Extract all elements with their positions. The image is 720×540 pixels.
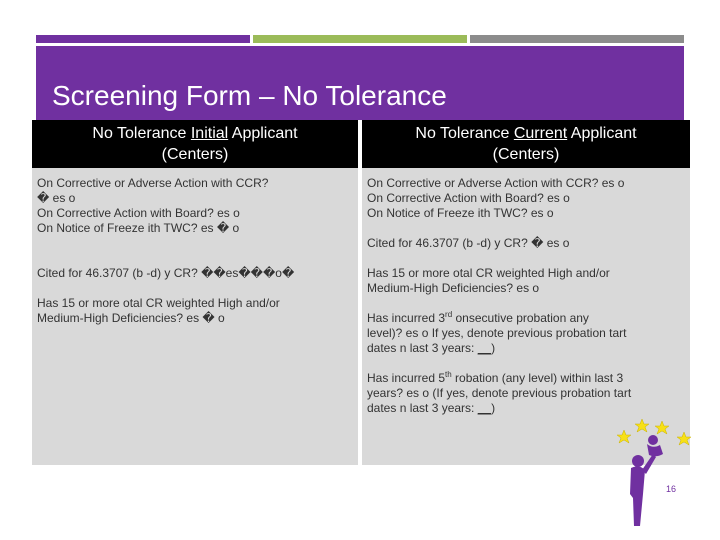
adult-head — [632, 455, 644, 467]
question-line: On Notice of Freeze ith TWC? es � o — [37, 221, 240, 235]
column-body-initial — [32, 168, 358, 465]
question-line: Medium-High Deficiencies? es � o — [37, 311, 225, 325]
question-line: dates n last 3 years: __) — [367, 401, 496, 415]
child-care-logo-icon — [612, 418, 696, 538]
question-line: On Notice of Freeze ith TWC? es o — [367, 206, 554, 220]
column-header-title: No Tolerance Initial Applicant — [92, 125, 298, 142]
star-icon — [635, 419, 649, 432]
question-line: level)? es o If yes, denote previous probation tart — [367, 326, 627, 340]
adult-arm — [642, 454, 656, 474]
question-line: � es o — [37, 191, 76, 205]
question-line: On Corrective or Adverse Action with CCR? es o — [367, 176, 625, 190]
question-line: Has incurred 5th robation (any level) within last 3 — [367, 370, 624, 385]
accent-bar-purple — [36, 35, 250, 43]
question-line: Cited for 46.3707 (b -d) y CR? ��es���o� — [37, 266, 295, 280]
star-icon — [617, 430, 631, 443]
adult-body — [630, 466, 645, 526]
child-head — [648, 435, 658, 445]
question-line: On Corrective Action with Board? es o — [367, 191, 570, 205]
column-header-subtitle: (Centers) — [161, 146, 229, 163]
question-line: Cited for 46.3707 (b -d) y CR? � es o — [367, 236, 570, 250]
column-header-subtitle: (Centers) — [492, 146, 560, 163]
accent-bar-green — [253, 35, 467, 43]
page-title: Screening Form – No Tolerance — [52, 80, 447, 111]
star-icon — [655, 421, 669, 434]
question-line: Has incurred 3rd onsecutive probation any — [367, 310, 589, 325]
star-icon — [677, 432, 691, 445]
question-line: On Corrective or Adverse Action with CCR? — [37, 176, 269, 190]
column-header-current — [362, 120, 690, 168]
question-line: Has 15 or more otal CR weighted High and/or — [37, 296, 280, 310]
page-number: 16 — [666, 484, 677, 494]
question-line: Has 15 or more otal CR weighted High and/or — [367, 266, 610, 280]
question-line: years? es o (If yes, denote previous probation tart — [367, 386, 632, 400]
accent-bar-gray — [470, 35, 684, 43]
question-line: Medium-High Deficiencies? es o — [367, 281, 540, 295]
column-header-initial — [32, 120, 358, 168]
child-body — [647, 444, 663, 456]
column-header-title: No Tolerance Current Applicant — [415, 125, 637, 142]
question-line: On Corrective Action with Board? es o — [37, 206, 240, 220]
question-line: dates n last 3 years: __) — [367, 341, 496, 355]
